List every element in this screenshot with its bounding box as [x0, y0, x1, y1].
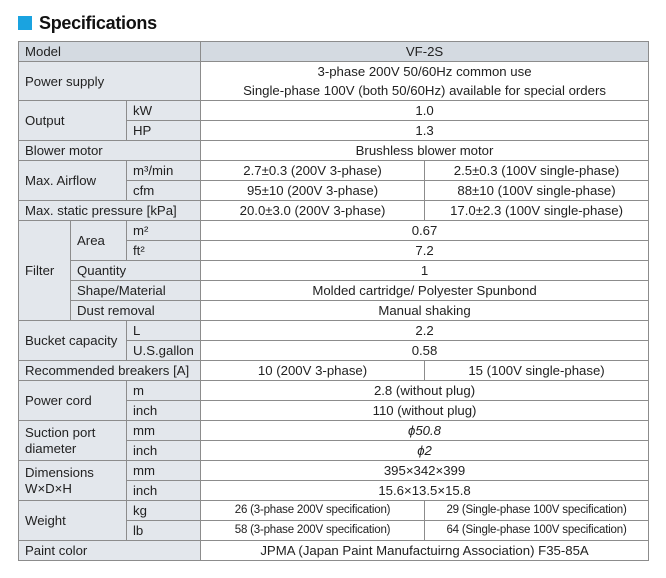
static-pressure-3phase: 20.0±3.0 (200V 3-phase)	[201, 201, 425, 221]
table-row	[19, 42, 649, 62]
static-pressure-label: Max. static pressure [kPa]	[19, 201, 201, 221]
filter-ft2-value: 7.2	[201, 241, 649, 261]
table-row	[19, 62, 649, 101]
weight-label: Weight	[19, 501, 127, 541]
dimensions-inch-value: 15.6×13.5×15.8	[201, 481, 649, 501]
static-pressure-single: 17.0±2.3 (100V single-phase)	[425, 201, 649, 221]
bucket-capacity-label: Bucket capacity	[19, 321, 127, 361]
paint-color-value: JPMA (Japan Paint Manufactuirng Association) F35-85A	[201, 541, 649, 561]
table-row	[19, 281, 649, 301]
dimensions-label	[19, 461, 127, 501]
max-airflow-label: Max. Airflow	[19, 161, 127, 201]
model-value: VF-2S	[201, 42, 649, 62]
table-row	[19, 321, 649, 341]
dimensions-inch-unit: inch	[127, 481, 201, 501]
bucket-l-unit: L	[127, 321, 201, 341]
blower-motor-value: Brushless blower motor	[201, 141, 649, 161]
output-hp-value: 1.3	[201, 121, 649, 141]
airflow-m3-unit: m³/min	[127, 161, 201, 181]
filter-label: Filter	[19, 221, 71, 321]
power-supply-line2: Single-phase 100V (both 50/60Hz) available for special orders	[243, 83, 606, 98]
table-row	[19, 541, 649, 561]
dimensions-label-line2: W×D×H	[25, 480, 72, 496]
table-row	[19, 501, 649, 521]
table-row	[19, 381, 649, 401]
table-row	[19, 361, 649, 381]
output-label: Output	[19, 101, 127, 141]
suction-port-label-line1: Suction port	[25, 424, 96, 440]
section-heading	[18, 11, 157, 35]
filter-area-label: Area	[71, 221, 127, 261]
power-supply-line1: 3-phase 200V 50/60Hz common use	[317, 64, 532, 79]
table-row	[19, 201, 649, 221]
blower-motor-label: Blower motor	[19, 141, 201, 161]
output-kw-value: 1.0	[201, 101, 649, 121]
dimensions-mm-unit: mm	[127, 461, 201, 481]
specifications-table	[18, 41, 649, 561]
weight-lb-single: 64 (Single-phase 100V specification)	[425, 521, 649, 541]
bucket-gal-unit: U.S.gallon	[127, 341, 201, 361]
bucket-gal-value: 0.58	[201, 341, 649, 361]
output-kw-unit: kW	[127, 101, 201, 121]
table-row	[19, 461, 649, 481]
suction-port-label-line2: diameter	[25, 440, 77, 456]
table-row	[19, 261, 649, 281]
filter-m2-unit: m²	[127, 221, 201, 241]
suction-inch-value: ϕ2	[201, 441, 649, 461]
table-row	[19, 101, 649, 121]
paint-color-label: Paint color	[19, 541, 201, 561]
weight-lb-unit: lb	[127, 521, 201, 541]
filter-dust-value: Manual shaking	[201, 301, 649, 321]
breakers-3phase: 10 (200V 3-phase)	[201, 361, 425, 381]
filter-quantity-value: 1	[201, 261, 649, 281]
power-supply-label: Power supply	[19, 62, 201, 101]
power-cord-label: Power cord	[19, 381, 127, 421]
airflow-m3-3phase: 2.7±0.3 (200V 3-phase)	[201, 161, 425, 181]
filter-shape-label: Shape/Material	[71, 281, 201, 301]
table-row	[19, 161, 649, 181]
suction-inch-unit: inch	[127, 441, 201, 461]
filter-shape-value: Molded cartridge/ Polyester Spunbond	[201, 281, 649, 301]
table-row	[19, 301, 649, 321]
section-title: Specifications	[39, 12, 157, 33]
filter-dust-label: Dust removal	[71, 301, 201, 321]
breakers-single: 15 (100V single-phase)	[425, 361, 649, 381]
power-cord-inch-value: 110 (without plug)	[201, 401, 649, 421]
power-cord-m-unit: m	[127, 381, 201, 401]
power-cord-m-value: 2.8 (without plug)	[201, 381, 649, 401]
heading-marker	[18, 16, 32, 30]
suction-mm-value: ϕ50.8	[201, 421, 649, 441]
weight-kg-unit: kg	[127, 501, 201, 521]
filter-m2-value: 0.67	[201, 221, 649, 241]
power-cord-inch-unit: inch	[127, 401, 201, 421]
table-row	[19, 421, 649, 441]
table-row	[19, 141, 649, 161]
weight-kg-3phase: 26 (3-phase 200V specification)	[201, 501, 425, 521]
table-row	[19, 221, 649, 241]
output-hp-unit: HP	[127, 121, 201, 141]
breakers-label: Recommended breakers [A]	[19, 361, 201, 381]
dimensions-mm-value: 395×342×399	[201, 461, 649, 481]
suction-mm-unit: mm	[127, 421, 201, 441]
airflow-cfm-single: 88±10 (100V single-phase)	[425, 181, 649, 201]
weight-lb-3phase: 58 (3-phase 200V specification)	[201, 521, 425, 541]
weight-kg-single: 29 (Single-phase 100V specification)	[425, 501, 649, 521]
filter-quantity-label: Quantity	[71, 261, 201, 281]
bucket-l-value: 2.2	[201, 321, 649, 341]
airflow-cfm-unit: cfm	[127, 181, 201, 201]
dimensions-label-line1: Dimensions	[25, 464, 94, 480]
airflow-m3-single: 2.5±0.3 (100V single-phase)	[425, 161, 649, 181]
power-supply-value	[201, 62, 649, 101]
model-label: Model	[19, 42, 201, 62]
suction-port-label	[19, 421, 127, 461]
filter-ft2-unit: ft²	[127, 241, 201, 261]
airflow-cfm-3phase: 95±10 (200V 3-phase)	[201, 181, 425, 201]
